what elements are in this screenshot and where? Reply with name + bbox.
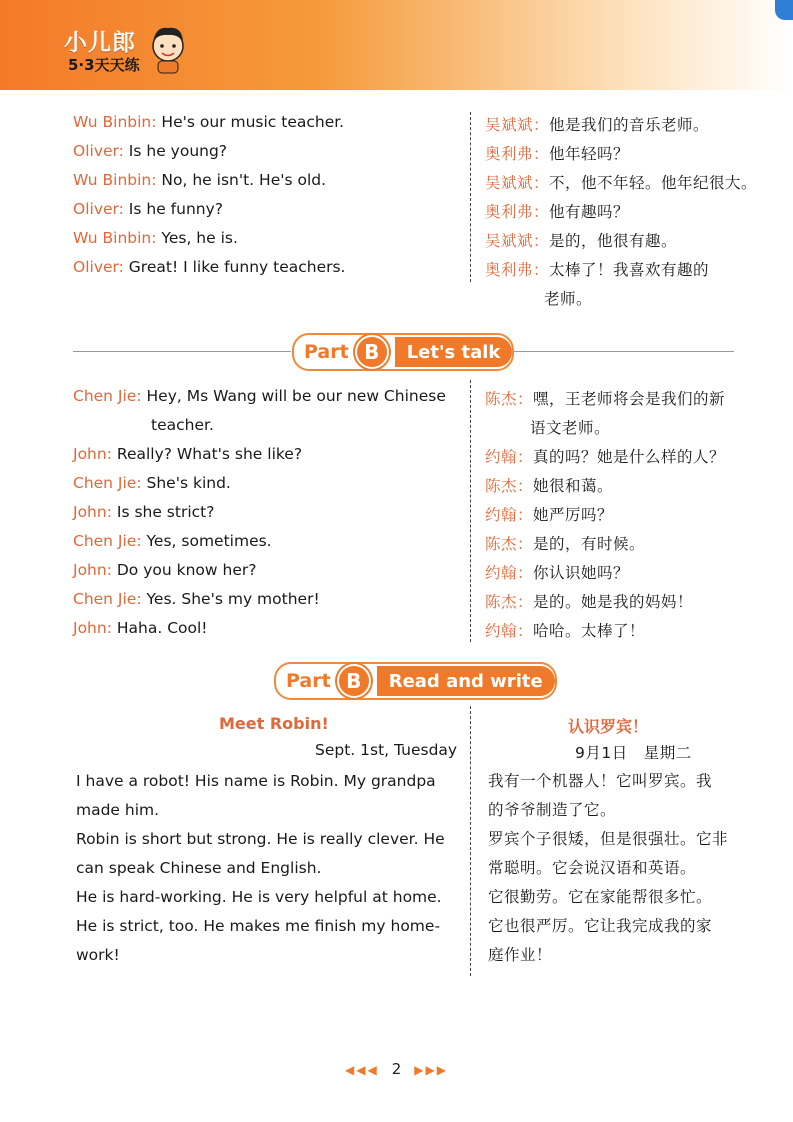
reading-line: 常聪明。它会说汉语和英语。 bbox=[488, 859, 697, 877]
reading-line: 罗宾个子很矮，但是很强壮。它非 bbox=[488, 830, 729, 848]
part-title: Read and write bbox=[377, 666, 555, 696]
dialogue-line-zh: 陈杰：是的，有时候。 bbox=[485, 535, 646, 553]
dialogue-line-en: Wu Binbin: No, he isn't. He's old. bbox=[73, 171, 327, 189]
reading-line: 它很勤劳。它在家能帮很多忙。 bbox=[488, 888, 713, 906]
dialogue-line-en-cont: teacher. bbox=[151, 416, 214, 434]
page-number: 2 bbox=[391, 1060, 402, 1078]
dialogue-line-zh: 陈杰：她很和蔼。 bbox=[485, 477, 614, 495]
dialogue-line-zh: 约翰：你认识她吗？ bbox=[485, 564, 630, 582]
dialogue-line-zh-cont: 老师。 bbox=[544, 290, 593, 308]
page-footer bbox=[0, 1060, 793, 1078]
dialogue-line-zh: 约翰：哈哈。太棒了！ bbox=[485, 622, 646, 640]
part-banner-read-and-write bbox=[274, 662, 557, 700]
dialogue-line-en: Chen Jie: Yes, sometimes. bbox=[73, 532, 272, 550]
dialogue-line-en: Chen Jie: She's kind. bbox=[73, 474, 231, 492]
reading-line: He is strict, too. He makes me finish my home- bbox=[76, 917, 441, 935]
logo-subtitle: 5·3天天练 bbox=[68, 56, 140, 74]
dialogue-line-en: Oliver: Great! I like funny teachers. bbox=[73, 258, 346, 276]
dialogue-line-en: John: Do you know her? bbox=[73, 561, 257, 579]
reading-date-en: Sept. 1st, Tuesday bbox=[315, 741, 458, 759]
logo-title: 小儿郎 bbox=[64, 30, 136, 56]
dialogue-line-zh: 吴斌斌：不，他不年轻。他年纪很大。 bbox=[485, 174, 758, 192]
reading-title-zh: 认识罗宾！ bbox=[568, 717, 649, 736]
dialogue-line-zh: 奥利弗：太棒了！我喜欢有趣的 bbox=[485, 261, 710, 279]
dialogue-line-en: John: Is she strict? bbox=[73, 503, 215, 521]
page-header bbox=[0, 0, 793, 90]
banner-rule-right bbox=[508, 351, 734, 352]
reading-body-zh bbox=[488, 767, 748, 970]
dialogue-line-en: Wu Binbin: He's our music teacher. bbox=[73, 113, 345, 131]
reading-line: Robin is short but strong. He is really clever. He bbox=[76, 830, 445, 848]
column-divider-2 bbox=[470, 380, 471, 642]
dialogue-line-en: Chen Jie: Yes. She's my mother! bbox=[73, 590, 320, 608]
reading-line: can speak Chinese and English. bbox=[76, 859, 322, 877]
part-banner-lets-talk bbox=[292, 333, 514, 371]
dialogue-line-zh-cont: 语文老师。 bbox=[530, 419, 611, 437]
part-letter-badge: B bbox=[355, 335, 389, 369]
reading-line: 我有一个机器人！它叫罗宾。我 bbox=[488, 772, 713, 790]
dialogue-line-zh: 陈杰：嘿，王老师将会是我们的新 bbox=[485, 390, 726, 408]
dialogue-line-zh: 吴斌斌：是的，他很有趣。 bbox=[485, 232, 678, 250]
right-arrows-icon: ▶▶▶ bbox=[414, 1063, 448, 1077]
reading-line: 庭作业！ bbox=[488, 946, 553, 964]
column-divider-3 bbox=[470, 706, 471, 976]
reading-line: made him. bbox=[76, 801, 160, 819]
part-label: Part bbox=[286, 670, 331, 692]
column-divider-1 bbox=[470, 112, 471, 282]
left-arrows-icon: ◀◀◀ bbox=[345, 1063, 379, 1077]
reading-line: He is hard-working. He is very helpful at home. bbox=[76, 888, 442, 906]
dialogue-line-zh: 奥利弗：他有趣吗？ bbox=[485, 203, 630, 221]
part-title: Let's talk bbox=[395, 337, 513, 367]
dialogue-line-en: John: Really? What's she like? bbox=[73, 445, 303, 463]
corner-tab bbox=[775, 0, 793, 20]
reading-date-zh: 9月1日 星期二 bbox=[575, 744, 692, 762]
reading-body-en bbox=[76, 767, 461, 970]
dialogue-line-zh: 约翰：真的吗？她是什么样的人？ bbox=[485, 448, 726, 466]
reading-line: 它也很严厉。它让我完成我的家 bbox=[488, 917, 713, 935]
reading-line: I have a robot! His name is Robin. My grandpa bbox=[76, 772, 436, 790]
dialogue-line-en: Oliver: Is he young? bbox=[73, 142, 228, 160]
dialogue-line-en: Oliver: Is he funny? bbox=[73, 200, 223, 218]
mascot-boy-icon bbox=[148, 22, 188, 74]
banner-rule-left bbox=[73, 351, 291, 352]
reading-line: work! bbox=[76, 946, 120, 964]
part-label: Part bbox=[304, 341, 349, 363]
dialogue-line-zh: 陈杰：是的。她是我的妈妈！ bbox=[485, 593, 694, 611]
dialogue-line-zh: 奥利弗：他年轻吗？ bbox=[485, 145, 630, 163]
reading-title-en: Meet Robin! bbox=[219, 714, 329, 733]
dialogue-line-zh: 吴斌斌：他是我们的音乐老师。 bbox=[485, 116, 710, 134]
part-letter-badge: B bbox=[337, 664, 371, 698]
dialogue-line-zh: 约翰：她严厉吗？ bbox=[485, 506, 614, 524]
reading-line: 的爷爷制造了它。 bbox=[488, 801, 617, 819]
dialogue-line-en: Wu Binbin: Yes, he is. bbox=[73, 229, 238, 247]
dialogue-line-en: John: Haha. Cool! bbox=[73, 619, 208, 637]
dialogue-line-en: Chen Jie: Hey, Ms Wang will be our new Chinese bbox=[73, 387, 446, 405]
